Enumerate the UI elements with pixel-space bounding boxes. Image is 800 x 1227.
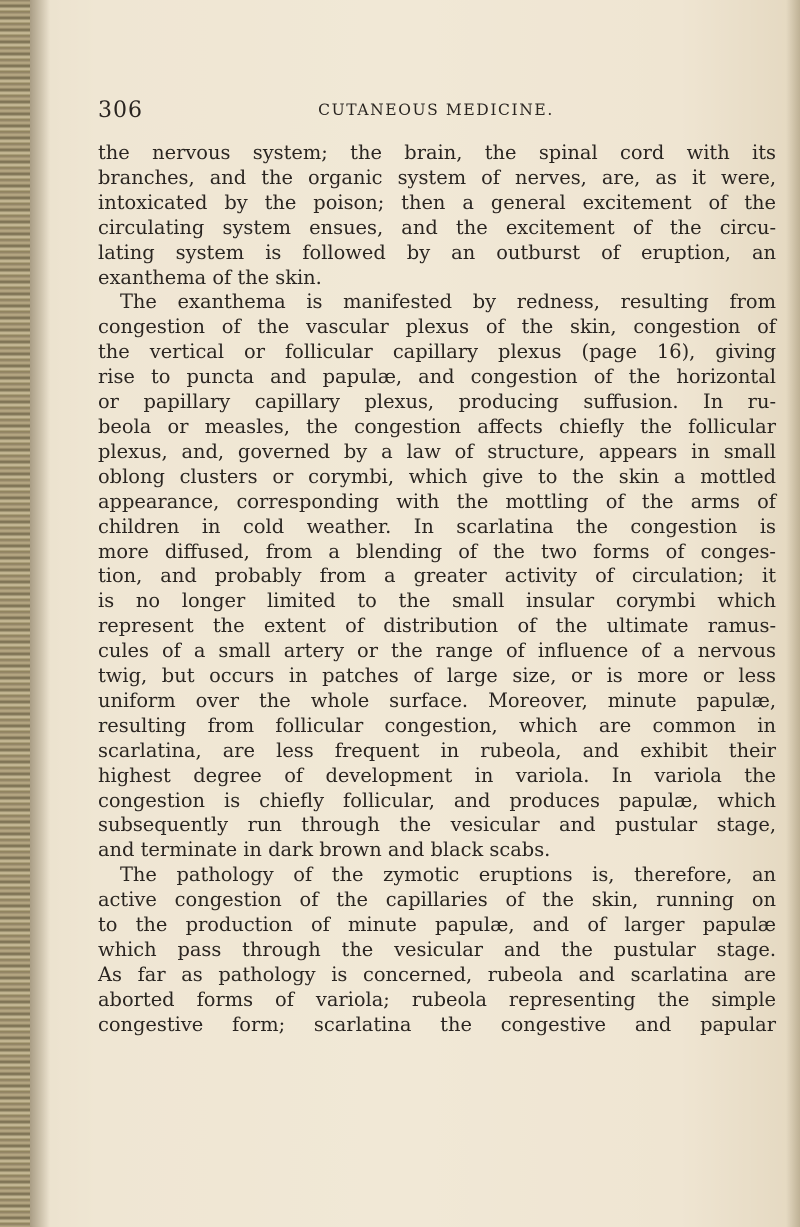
text-line: active congestion of the capillaries of the skin, running on (98, 888, 776, 912)
page-edge-shadow (786, 0, 800, 1227)
running-head: CUTANEOUS MEDICINE. (318, 101, 554, 119)
paragraph (98, 863, 776, 1037)
page-number: 306 (98, 98, 143, 123)
text-line: uniform over the whole surface. Moreover, minute papulæ, (98, 688, 776, 712)
text-line: resulting from follicular congestion, which are common in (98, 713, 776, 737)
text-line: children in cold weather. In scarlatina the congestion is (98, 514, 776, 538)
gutter-shadow (30, 0, 50, 1227)
text-line: congestion of the vascular plexus of the skin, congestion of (98, 315, 776, 339)
text-line: highest degree of development in variola. In variola the (98, 763, 776, 787)
book-binding-edge (0, 0, 30, 1227)
text-line: appearance, corresponding with the mottling of the arms of (98, 489, 776, 513)
text-line: represent the extent of distribution of the ultimate ramus- (98, 614, 776, 638)
body-text (98, 141, 776, 1038)
text-line: which pass through the vesicular and the pustular stage. (98, 938, 776, 961)
paragraph (98, 290, 776, 863)
text-line: rise to puncta and papulæ, and congestion of the horizontal (98, 365, 776, 389)
page-header (98, 98, 774, 128)
text-line: The pathology of the zymotic eruptions is, therefore, an (120, 863, 776, 887)
text-line: aborted forms of variola; rubeola representing the simple (98, 987, 776, 1011)
text-line: congestive form; scarlatina the congestive and papular (98, 1012, 776, 1036)
text-line: tion, and probably from a greater activity of circulation; it (98, 564, 776, 588)
text-line: intoxicated by the poison; then a general excitement of the (98, 190, 776, 214)
text-line: circulating system ensues, and the excitement of the circu- (98, 215, 776, 239)
text-line: the vertical or follicular capillary plexus (page 16), giving (98, 340, 776, 364)
text-line: twig, but occurs in patches of large size, or is more or less (98, 664, 776, 688)
text-line: exanthema of the skin. (98, 265, 322, 289)
text-line: cules of a small artery or the range of influence of a nervous (98, 639, 776, 663)
text-line: the nervous system; the brain, the spinal cord with its (98, 141, 776, 164)
text-line: to the production of minute papulæ, and of larger papulæ (98, 913, 776, 937)
text-line: more diffused, from a blending of the two forms of conges- (98, 539, 776, 563)
text-line: scarlatina, are less frequent in rubeola, and exhibit their (98, 738, 776, 762)
text-line: oblong clusters or corymbi, which give to the skin a mottled (98, 464, 776, 488)
text-line: branches, and the organic system of nerves, are, as it were, (98, 165, 776, 189)
text-line: The exanthema is manifested by redness, resulting from (120, 290, 776, 314)
text-line: As far as pathology is concerned, rubeola and scarlatina are (98, 962, 776, 986)
text-line: congestion is chiefly follicular, and produces papulæ, which (98, 788, 776, 812)
text-line: beola or measles, the congestion affects chiefly the follicular (98, 414, 776, 438)
text-line: is no longer limited to the small insular corymbi which (98, 589, 776, 613)
text-line: and terminate in dark brown and black scabs. (98, 838, 551, 862)
text-line: subsequently run through the vesicular and pustular stage, (98, 813, 776, 837)
paragraph (98, 141, 776, 290)
text-line: lating system is followed by an outburst of eruption, an (98, 240, 776, 264)
text-line: or papillary capillary plexus, producing suffusion. In ru- (98, 390, 776, 414)
text-line: plexus, and, governed by a law of structure, appears in small (98, 439, 776, 463)
